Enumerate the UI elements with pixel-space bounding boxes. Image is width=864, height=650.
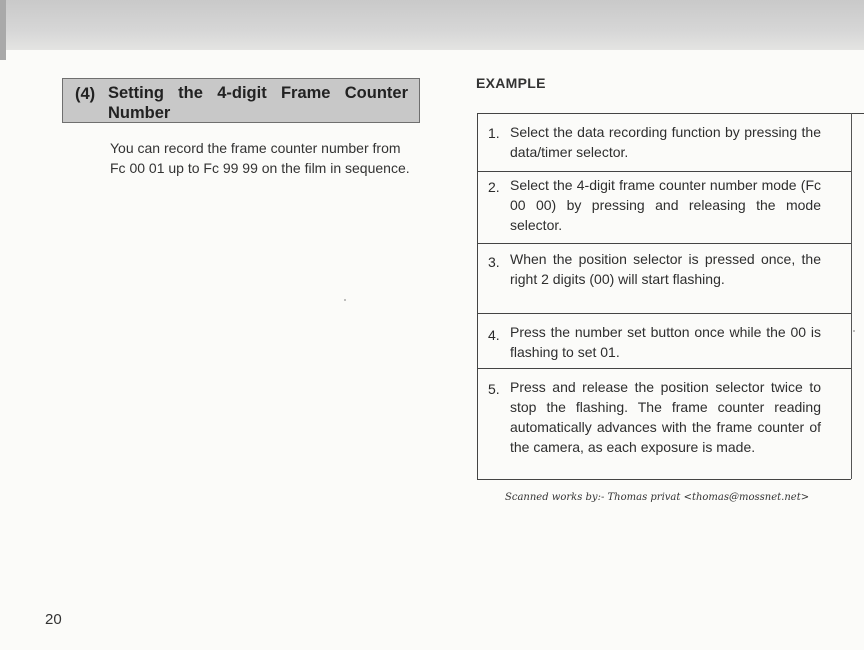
step-number: 1.: [488, 125, 500, 141]
section-intro-paragraph: You can record the frame counter number from Fc 00 01 up to Fc 99 99 on the film in sequence.: [110, 140, 410, 176]
step-row-3: [477, 244, 851, 314]
table-right-rule: [851, 113, 852, 479]
step-number: 2.: [488, 179, 500, 195]
step-row-1: [477, 114, 851, 172]
step-number: 4.: [488, 327, 500, 343]
step-text: Select the data recording function by pressing the data/timer selector.: [510, 124, 821, 160]
step-row-5: [477, 369, 851, 480]
step-text: Select the 4-digit frame counter number mode (Fc 00 00) by pressing and releasing the mode selector.: [510, 177, 821, 233]
example-heading: EXAMPLE: [476, 75, 546, 91]
scan-left-edge: [0, 0, 6, 60]
page-number: 20: [45, 611, 62, 628]
step-row-2: [477, 172, 851, 244]
step-row-4: [477, 314, 851, 369]
step-number: 5.: [488, 381, 500, 397]
section-title: Setting the 4-digit Frame Counter Number: [108, 84, 408, 122]
section-number: (4): [75, 85, 96, 103]
step-number: 3.: [488, 254, 500, 270]
example-steps-table: [477, 113, 864, 480]
section-heading-box: [62, 78, 420, 123]
scan-speck: [344, 299, 346, 301]
step-text: Press and release the position selector twice to stop the flashing. The frame counter reading automatically advances with the frame counter of the camera, as each exposure is made.: [510, 379, 821, 455]
scan-top-band: [0, 0, 864, 50]
step-text: When the position selector is pressed once, the right 2 digits (00) will start flashing.: [510, 251, 821, 287]
scan-speck: [853, 330, 855, 332]
scan-credit: Scanned works by:- Thomas privat <thomas@mossnet.net>: [505, 492, 810, 503]
step-text: Press the number set button once while the 00 is flashing to set 01.: [510, 324, 821, 360]
